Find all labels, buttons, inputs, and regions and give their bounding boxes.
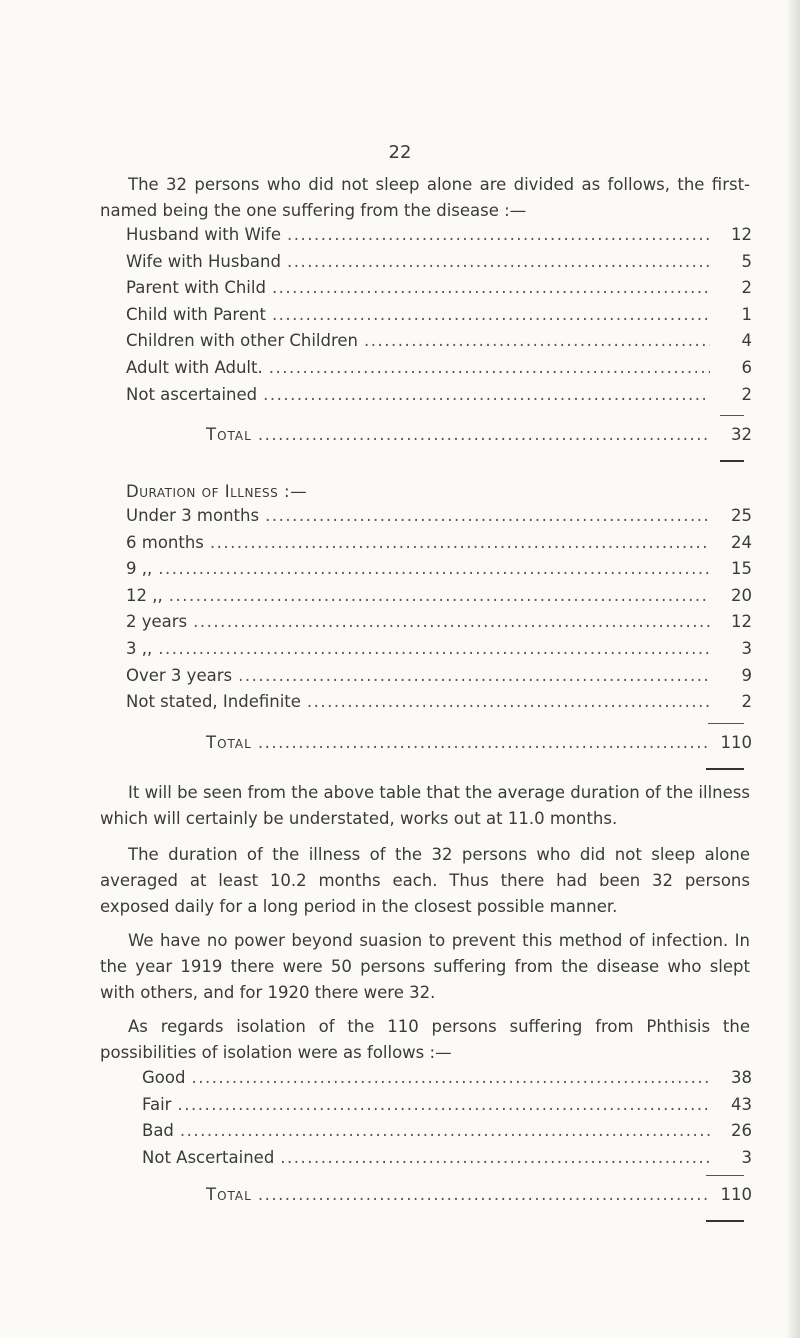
total-row bbox=[126, 1185, 752, 1212]
row-label: Fair bbox=[142, 1094, 172, 1114]
row-label: Child with Parent bbox=[126, 304, 266, 324]
table-row bbox=[126, 586, 752, 613]
total-value: 110 bbox=[720, 1185, 752, 1204]
leader-dots bbox=[280, 1148, 710, 1167]
row-value: 12 bbox=[731, 612, 752, 632]
leader-dots bbox=[258, 425, 710, 444]
table-row bbox=[142, 1121, 752, 1148]
table-row bbox=[142, 1068, 752, 1095]
total-row bbox=[126, 425, 752, 452]
row-label: 2 years bbox=[126, 612, 188, 632]
table-row bbox=[126, 358, 752, 385]
page-edge-shadow bbox=[786, 0, 800, 1338]
isolation-table bbox=[142, 1068, 752, 1174]
intro-paragraph: The 32 persons who did not sleep alone are divided as follows, the first-named being the one suffering from the disease :— bbox=[100, 175, 750, 220]
isolation-total-rule bbox=[706, 1220, 744, 1222]
leader-dots bbox=[169, 586, 710, 605]
row-value: 15 bbox=[731, 559, 752, 579]
row-value: 20 bbox=[731, 585, 752, 605]
table-row bbox=[126, 692, 752, 719]
row-label: Husband with Wife bbox=[126, 225, 281, 244]
table-row bbox=[126, 225, 752, 252]
table-row bbox=[126, 533, 752, 560]
row-value: 3 bbox=[741, 1147, 752, 1167]
row-label: Not Ascertained bbox=[142, 1147, 275, 1167]
sleeping-total bbox=[126, 425, 752, 452]
row-label: 9 ,, bbox=[126, 559, 153, 579]
row-value: 25 bbox=[731, 506, 752, 525]
row-value: 9 bbox=[741, 665, 752, 685]
leader-dots bbox=[287, 252, 710, 271]
row-value: 12 bbox=[731, 225, 752, 244]
duration-total-rule bbox=[706, 768, 744, 770]
table-row bbox=[126, 305, 752, 332]
table-row bbox=[126, 612, 752, 639]
total-label: Total bbox=[206, 733, 252, 752]
row-label: Adult with Adult. bbox=[126, 357, 263, 377]
table-row bbox=[126, 252, 752, 279]
isolation-total bbox=[126, 1185, 752, 1212]
table-row bbox=[126, 639, 752, 666]
leader-dots bbox=[193, 612, 710, 631]
paragraph-infection: We have no power beyond suasion to prevent this method of infection. In the year 1919 there were 50 persons suffering from the disease who slept with others, and for 1920 there were 32. bbox=[100, 931, 750, 1002]
row-value: 4 bbox=[741, 331, 752, 351]
row-value: 38 bbox=[731, 1068, 752, 1087]
page-number: 22 bbox=[388, 142, 412, 163]
row-label: 6 months bbox=[126, 532, 204, 552]
row-value: 2 bbox=[741, 384, 752, 404]
row-value: 43 bbox=[731, 1094, 752, 1114]
leader-dots bbox=[158, 639, 710, 658]
table-row bbox=[126, 385, 752, 412]
isolation-subtotal-rule bbox=[706, 1175, 744, 1176]
table-row bbox=[142, 1148, 752, 1175]
row-value: 6 bbox=[741, 357, 752, 377]
leader-dots bbox=[265, 506, 710, 525]
row-label: Under 3 months bbox=[126, 506, 260, 525]
leader-dots bbox=[180, 1121, 710, 1140]
leader-dots bbox=[364, 331, 710, 350]
leader-dots bbox=[238, 666, 710, 685]
leader-dots bbox=[269, 358, 710, 377]
row-value: 5 bbox=[741, 251, 752, 271]
duration-table bbox=[126, 506, 752, 719]
row-label: 12 ,, bbox=[126, 585, 163, 605]
total-value: 110 bbox=[720, 733, 752, 752]
sleeping-total-rule bbox=[720, 460, 744, 462]
total-value: 32 bbox=[731, 425, 752, 444]
table-row bbox=[126, 278, 752, 305]
row-label: Not stated, Indefinite bbox=[126, 692, 301, 712]
paragraph-average-duration: It will be seen from the above table that the average duration of the illness which will certainly be understated, works out at 11.0 months. bbox=[100, 783, 750, 828]
paragraph-exposure: The duration of the illness of the 32 persons who did not sleep alone averaged at least 10.2 months each. Thus there had been 32 persons exposed daily for a long period in the closest possible manner. bbox=[100, 845, 750, 916]
leader-dots bbox=[307, 692, 710, 711]
total-label: Total bbox=[206, 1185, 252, 1204]
table-row bbox=[126, 666, 752, 693]
leader-dots bbox=[258, 1185, 710, 1204]
row-label: 3 ,, bbox=[126, 638, 153, 658]
sleeping-arrangement-table bbox=[126, 225, 752, 411]
table-row bbox=[126, 331, 752, 358]
row-value: 24 bbox=[731, 532, 752, 552]
row-value: 2 bbox=[741, 692, 752, 712]
table-row bbox=[142, 1095, 752, 1122]
duration-heading: Duration of Illness :— bbox=[126, 482, 308, 501]
leader-dots bbox=[210, 533, 710, 552]
leader-dots bbox=[263, 385, 710, 404]
row-label: Not ascertained bbox=[126, 384, 258, 404]
row-label: Good bbox=[142, 1068, 186, 1087]
total-row bbox=[126, 733, 752, 760]
row-value: 26 bbox=[731, 1121, 752, 1141]
duration-total bbox=[126, 733, 752, 760]
paragraph-isolation: As regards isolation of the 110 persons suffering from Phthisis the possibilities of isolation were as follows :— bbox=[100, 1017, 750, 1062]
leader-dots bbox=[191, 1068, 710, 1087]
leader-dots bbox=[177, 1095, 710, 1114]
leader-dots bbox=[158, 559, 710, 578]
row-label: Wife with Husband bbox=[126, 251, 281, 271]
leader-dots bbox=[287, 225, 710, 244]
table-row bbox=[126, 559, 752, 586]
row-value: 2 bbox=[741, 278, 752, 298]
leader-dots bbox=[272, 278, 710, 297]
row-label: Over 3 years bbox=[126, 665, 233, 685]
table-row bbox=[126, 506, 752, 533]
row-value: 1 bbox=[741, 304, 752, 324]
row-label: Bad bbox=[142, 1121, 174, 1141]
total-label: Total bbox=[206, 425, 252, 444]
leader-dots bbox=[258, 733, 710, 752]
row-label: Parent with Child bbox=[126, 278, 266, 298]
duration-subtotal-rule bbox=[708, 723, 744, 724]
row-label: Children with other Children bbox=[126, 331, 358, 351]
sleeping-subtotal-rule bbox=[720, 415, 744, 416]
row-value: 3 bbox=[741, 638, 752, 658]
leader-dots bbox=[272, 305, 710, 324]
